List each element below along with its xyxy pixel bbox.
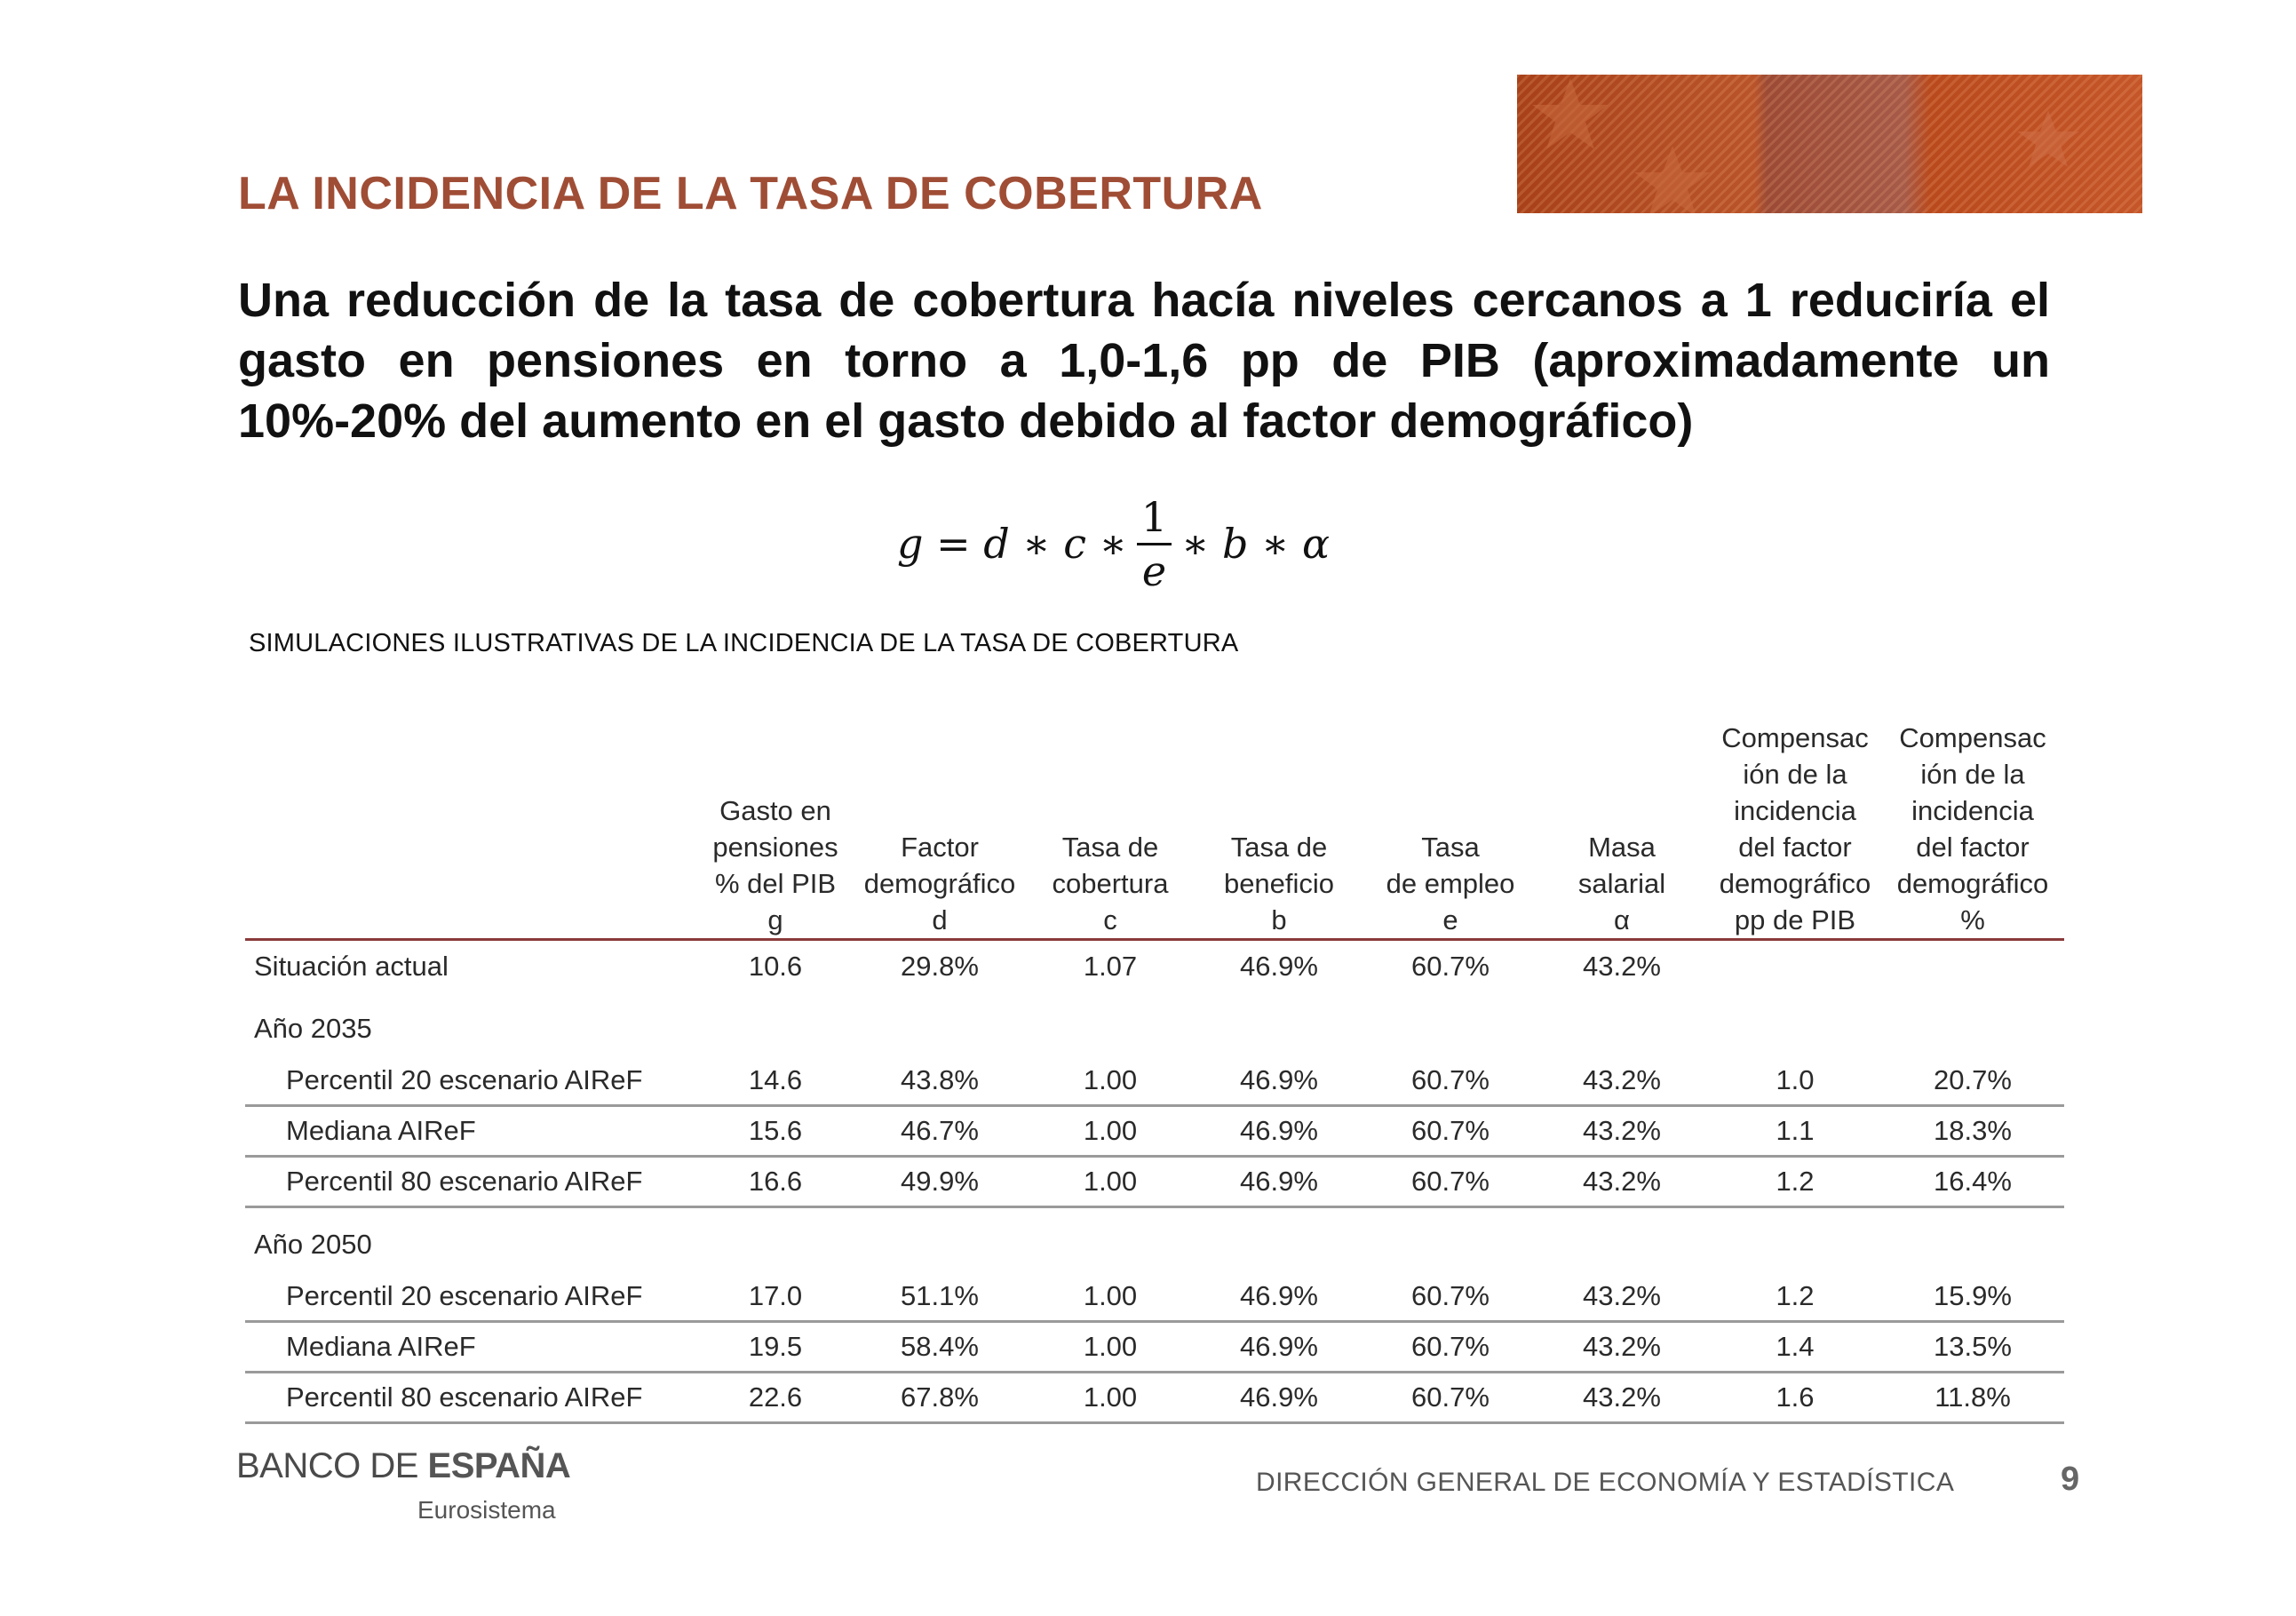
column-header-5 bbox=[1366, 720, 1535, 940]
table-cell: 43.2% bbox=[1535, 1106, 1709, 1157]
table-cell: 60.7% bbox=[1366, 1322, 1535, 1373]
table-caption: SIMULACIONES ILUSTRATIVAS DE LA INCIDENCIA DE LA TASA DE COBERTURA bbox=[249, 629, 1239, 657]
table-cell: 43.2% bbox=[1535, 1373, 1709, 1423]
table-row bbox=[245, 1056, 2064, 1106]
table-cell: 19.5 bbox=[700, 1322, 851, 1373]
table-cell bbox=[1709, 940, 1881, 993]
table-cell: 46.9% bbox=[1192, 1272, 1366, 1322]
column-header-line: demográfico bbox=[1896, 868, 2049, 899]
table-body bbox=[245, 940, 2064, 1423]
column-header-line: ión de la bbox=[1743, 759, 1847, 790]
column-header-1 bbox=[700, 720, 851, 940]
logo-bold-text: ESPAÑA bbox=[427, 1446, 571, 1485]
table-cell bbox=[1535, 992, 1709, 1056]
column-header-7 bbox=[1709, 720, 1881, 940]
table-cell: 13.5% bbox=[1881, 1322, 2064, 1373]
table-cell: 46.9% bbox=[1192, 1056, 1366, 1106]
table-cell: 1.00 bbox=[1029, 1322, 1192, 1373]
table-cell: 1.2 bbox=[1709, 1272, 1881, 1322]
department-name: DIRECCIÓN GENERAL DE ECONOMÍA Y ESTADÍSTICA bbox=[1256, 1468, 1955, 1497]
table-cell: 22.6 bbox=[700, 1373, 851, 1423]
table-cell: 43.2% bbox=[1583, 951, 1661, 982]
table-cell: 15.6 bbox=[700, 1106, 851, 1157]
formula-fraction bbox=[1136, 493, 1172, 595]
table-cell bbox=[1192, 992, 1366, 1056]
table-cell: 67.8% bbox=[851, 1373, 1029, 1423]
column-header-line: cobertura bbox=[1052, 868, 1169, 899]
column-header-line: incidencia bbox=[1911, 795, 2034, 826]
table-cell: 46.9% bbox=[1192, 1322, 1366, 1373]
table-cell: 60.7% bbox=[1366, 1106, 1535, 1157]
table-cell: 17.0 bbox=[700, 1272, 851, 1322]
column-header-line: c bbox=[1103, 904, 1117, 935]
section-title: LA INCIDENCIA DE LA TASA DE COBERTURA bbox=[238, 168, 1263, 219]
formula-denominator: e bbox=[1137, 543, 1172, 595]
simulation-table bbox=[245, 720, 2064, 1424]
table-cell: 1.00 bbox=[1029, 1272, 1192, 1322]
column-header-line: Factor bbox=[901, 832, 979, 863]
table-cell: 1.00 bbox=[1029, 1056, 1192, 1106]
table-cell: 46.9% bbox=[1192, 1373, 1366, 1423]
table-cell bbox=[1881, 992, 2064, 1056]
column-header-line: demográfico bbox=[1719, 868, 1871, 899]
table-cell bbox=[1709, 1207, 1881, 1273]
eu-flag-banner bbox=[1517, 75, 2142, 213]
table-cell: 60.7% bbox=[1366, 1157, 1535, 1207]
column-header-line: d bbox=[932, 904, 948, 935]
table-cell: 16.4% bbox=[1881, 1157, 2064, 1207]
table-cell: 11.8% bbox=[1881, 1373, 2064, 1423]
logo-subtitle: Eurosistema bbox=[417, 1496, 556, 1524]
coverage-formula bbox=[897, 490, 1330, 597]
table-cell: 1.1 bbox=[1709, 1106, 1881, 1157]
table-cell bbox=[1881, 940, 2064, 993]
table-cell bbox=[1192, 1207, 1366, 1273]
table-row bbox=[245, 992, 2064, 1056]
row-label: Mediana AIReF bbox=[245, 1106, 700, 1157]
table-cell bbox=[1881, 1207, 2064, 1273]
slide-subtitle: Una reducción de la tasa de cobertura hacía niveles cercanos a 1 reduciría el gasto en pensiones en torno a 1,0-1,6 pp de PIB (aproximadamente un 10%-20% del aumento en el gasto debido al factor demográfico) bbox=[238, 274, 2050, 448]
column-header-line: Masa bbox=[1588, 832, 1656, 863]
table-cell: 1.4 bbox=[1709, 1322, 1881, 1373]
table-cell bbox=[1709, 992, 1881, 1056]
table-row bbox=[245, 1373, 2064, 1423]
table-cell bbox=[851, 1207, 1029, 1273]
column-header-line: beneficio bbox=[1223, 868, 1335, 899]
column-header-2 bbox=[851, 720, 1029, 940]
table-cell: 49.9% bbox=[851, 1157, 1029, 1207]
column-header-line: del factor bbox=[1916, 832, 2030, 863]
table-row bbox=[245, 1157, 2064, 1207]
table-cell: 20.7% bbox=[1881, 1056, 2064, 1106]
table-cell bbox=[1366, 992, 1535, 1056]
table-cell bbox=[851, 992, 1029, 1056]
column-header-line: Gasto en bbox=[719, 795, 831, 826]
row-label: Situación actual bbox=[254, 951, 449, 982]
banco-de-espana-logo bbox=[236, 1446, 570, 1486]
table-cell: 43.8% bbox=[851, 1056, 1029, 1106]
table-cell: 1.07 bbox=[1083, 951, 1138, 982]
table-cell: 29.8% bbox=[901, 951, 979, 982]
table-cell bbox=[700, 1207, 851, 1273]
table-cell bbox=[1535, 1207, 1709, 1273]
row-label: Mediana AIReF bbox=[245, 1322, 700, 1373]
table-cell: 46.9% bbox=[1192, 1106, 1366, 1157]
table-cell: 43.2% bbox=[1535, 1056, 1709, 1106]
column-header-line: Tasa de bbox=[1230, 832, 1328, 863]
column-header-line: Compensac bbox=[1899, 722, 2046, 753]
column-header-line: pensiones bbox=[712, 832, 838, 863]
table-cell: 1.6 bbox=[1709, 1373, 1881, 1423]
table-row bbox=[245, 1207, 2064, 1273]
row-label: Percentil 80 escenario AIReF bbox=[245, 1157, 700, 1207]
table-cell: 60.7% bbox=[1411, 951, 1490, 982]
table-cell bbox=[1366, 1207, 1535, 1273]
table-cell: 51.1% bbox=[851, 1272, 1029, 1322]
column-header-line: ión de la bbox=[1920, 759, 2025, 790]
formula-left: g = d ∗ c ∗ bbox=[897, 520, 1127, 568]
column-header-8 bbox=[1881, 720, 2064, 940]
table-cell: 46.9% bbox=[1192, 1157, 1366, 1207]
row-label: Percentil 80 escenario AIReF bbox=[245, 1373, 700, 1423]
column-header-line: Tasa de bbox=[1061, 832, 1159, 863]
table-row bbox=[245, 940, 2064, 993]
table-row bbox=[245, 1106, 2064, 1157]
row-label: Año 2035 bbox=[254, 1013, 372, 1044]
logo-light-text: BANCO DE bbox=[236, 1446, 428, 1485]
column-header-line: g bbox=[767, 904, 783, 935]
table-cell: 1.00 bbox=[1029, 1106, 1192, 1157]
table-cell: 14.6 bbox=[700, 1056, 851, 1106]
table-row bbox=[245, 1322, 2064, 1373]
table-cell: 46.9% bbox=[1240, 951, 1318, 982]
column-header-4 bbox=[1192, 720, 1366, 940]
formula-right: ∗ b ∗ α bbox=[1181, 520, 1331, 568]
table-cell: 1.00 bbox=[1029, 1157, 1192, 1207]
table-cell: 18.3% bbox=[1881, 1106, 2064, 1157]
table-cell: 1.00 bbox=[1029, 1373, 1192, 1423]
column-header-line: de empleo bbox=[1386, 868, 1515, 899]
star-pattern-icon bbox=[1517, 75, 2142, 213]
table-cell: 43.2% bbox=[1535, 1272, 1709, 1322]
table-cell: 60.7% bbox=[1366, 1373, 1535, 1423]
table-cell: 60.7% bbox=[1366, 1056, 1535, 1106]
table-cell: 58.4% bbox=[851, 1322, 1029, 1373]
table-cell: 43.2% bbox=[1535, 1322, 1709, 1373]
table-cell: 1.0 bbox=[1709, 1056, 1881, 1106]
table-cell: 43.2% bbox=[1535, 1157, 1709, 1207]
table-cell bbox=[1029, 992, 1192, 1056]
column-header-line: e bbox=[1442, 904, 1458, 935]
column-header-line: Tasa bbox=[1421, 832, 1480, 863]
column-header-line: b bbox=[1271, 904, 1287, 935]
table-cell: 60.7% bbox=[1366, 1272, 1535, 1322]
table-cell: 1.2 bbox=[1709, 1157, 1881, 1207]
table-header-row bbox=[245, 720, 2064, 940]
table-cell bbox=[700, 992, 851, 1056]
table-cell bbox=[1029, 1207, 1192, 1273]
table-cell: 46.7% bbox=[851, 1106, 1029, 1157]
column-header-line: % bbox=[1960, 904, 1985, 935]
column-header-3 bbox=[1029, 720, 1192, 940]
column-header-6 bbox=[1535, 720, 1709, 940]
table-cell: 10.6 bbox=[748, 951, 803, 982]
row-label-header bbox=[245, 720, 700, 940]
formula-numerator: 1 bbox=[1140, 492, 1168, 541]
row-label: Año 2050 bbox=[254, 1229, 372, 1260]
table-cell: 15.9% bbox=[1881, 1272, 2064, 1322]
row-label: Percentil 20 escenario AIReF bbox=[245, 1272, 700, 1322]
row-label: Percentil 20 escenario AIReF bbox=[245, 1056, 700, 1106]
column-header-line: Compensac bbox=[1721, 722, 1869, 753]
column-header-line: pp de PIB bbox=[1734, 904, 1856, 935]
column-header-line: del factor bbox=[1738, 832, 1852, 863]
column-header-line: salarial bbox=[1577, 868, 1666, 899]
column-header-line: % del PIB bbox=[714, 868, 837, 899]
column-header-line: incidencia bbox=[1734, 795, 1856, 826]
column-header-line: α bbox=[1614, 904, 1630, 935]
table-row bbox=[245, 1272, 2064, 1322]
column-header-line: demográfico bbox=[863, 868, 1016, 899]
page-number: 9 bbox=[2061, 1461, 2080, 1498]
table-cell: 16.6 bbox=[700, 1157, 851, 1207]
